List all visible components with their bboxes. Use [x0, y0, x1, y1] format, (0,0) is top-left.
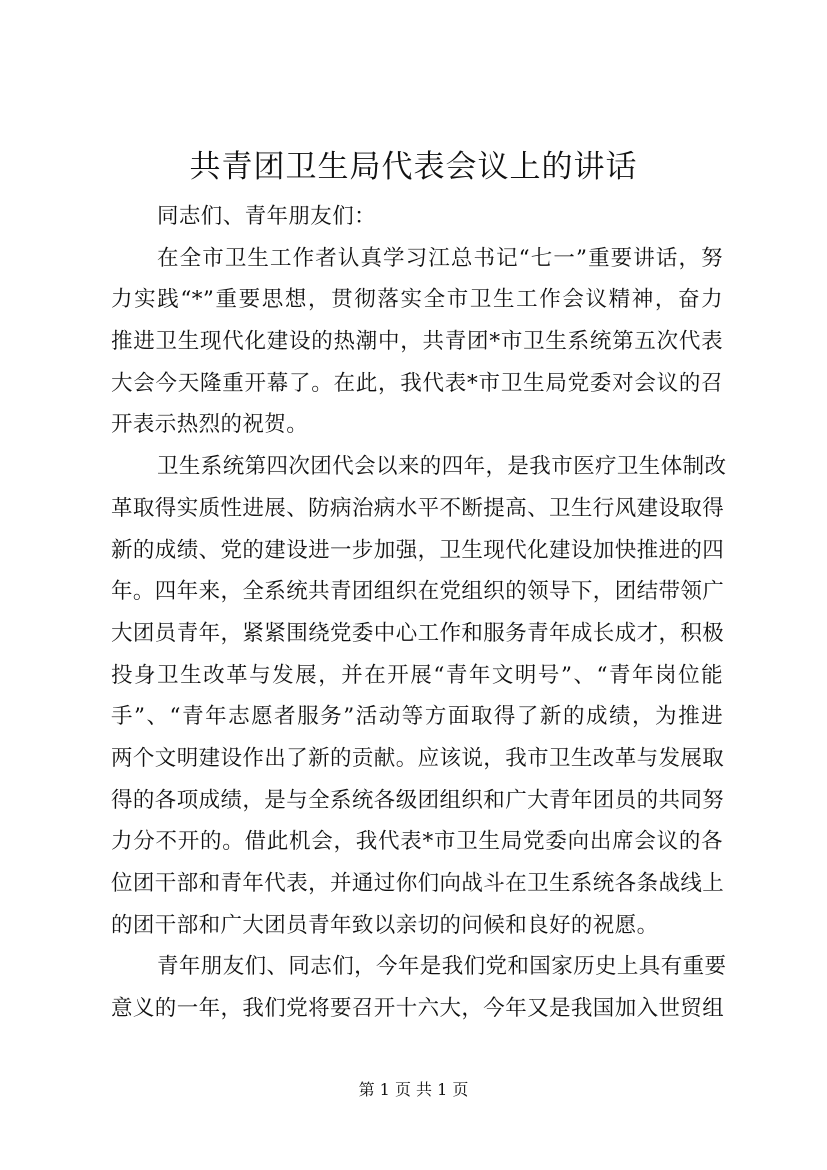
text-line: 革取得实质性进展、防病治病水平不断提高、卫生行风建设取得 — [111, 495, 725, 521]
page-footer: 第 1 页 共 1 页 — [358, 1080, 469, 1099]
text-line: 大团员青年，紧紧围绕党委中心工作和服务青年成长成才，积极 — [111, 620, 725, 646]
document-title: 共青团卫生局代表会议上的讲话 — [189, 149, 638, 185]
text-line: 的团干部和广大团员青年致以亲切的问候和良好的祝愿。 — [111, 912, 659, 938]
text-line: 力实践“*”重要思想，贯彻落实全市卫生工作会议精神，奋力 — [111, 287, 723, 313]
text-line: 手”、“青年志愿者服务”活动等方面取得了新的成绩，为推进 — [111, 704, 723, 730]
text-line: 大会今天隆重开幕了。在此，我代表*市卫生局党委对会议的召 — [111, 370, 723, 396]
document-body — [111, 196, 727, 1030]
text-line: 投身卫生改革与发展，并在开展“青年文明号”、“青年岗位能 — [111, 662, 723, 688]
text-line: 新的成绩、党的建设进一步加强，卫生现代化建设加快推进的四 — [111, 537, 725, 563]
text-line: 位团干部和青年代表，并通过你们向战斗在卫生系统各条战线上 — [111, 871, 725, 896]
text-line: 开表示热烈的祝贺。 — [111, 412, 309, 438]
text-line: 年。四年来，全系统共青团组织在党组织的领导下，团结带领广 — [111, 579, 725, 605]
text-line: 推进卫生现代化建设的热潮中，共青团*市卫生系统第五次代表 — [111, 329, 723, 355]
text-line: 青年朋友们、同志们，今年是我们党和国家历史上具有重要 — [157, 954, 727, 980]
text-line: 同志们、青年朋友们： — [157, 204, 377, 229]
text-line: 得的各项成绩，是与全系统各级团组织和广大青年团员的共同努 — [111, 787, 725, 813]
text-line: 在全市卫生工作者认真学习江总书记“七一”重要讲话，努 — [157, 245, 723, 271]
text-line: 卫生系统第四次团代会以来的四年，是我市医疗卫生体制改 — [157, 454, 727, 480]
text-line: 力分不开的。借此机会，我代表*市卫生局党委向出席会议的各 — [111, 829, 723, 855]
text-line: 两个文明建设作出了新的贡献。应该说，我市卫生改革与发展取 — [111, 745, 725, 771]
text-line: 意义的一年，我们党将要召开十六大，今年又是我国加入世贸组 — [111, 996, 725, 1022]
